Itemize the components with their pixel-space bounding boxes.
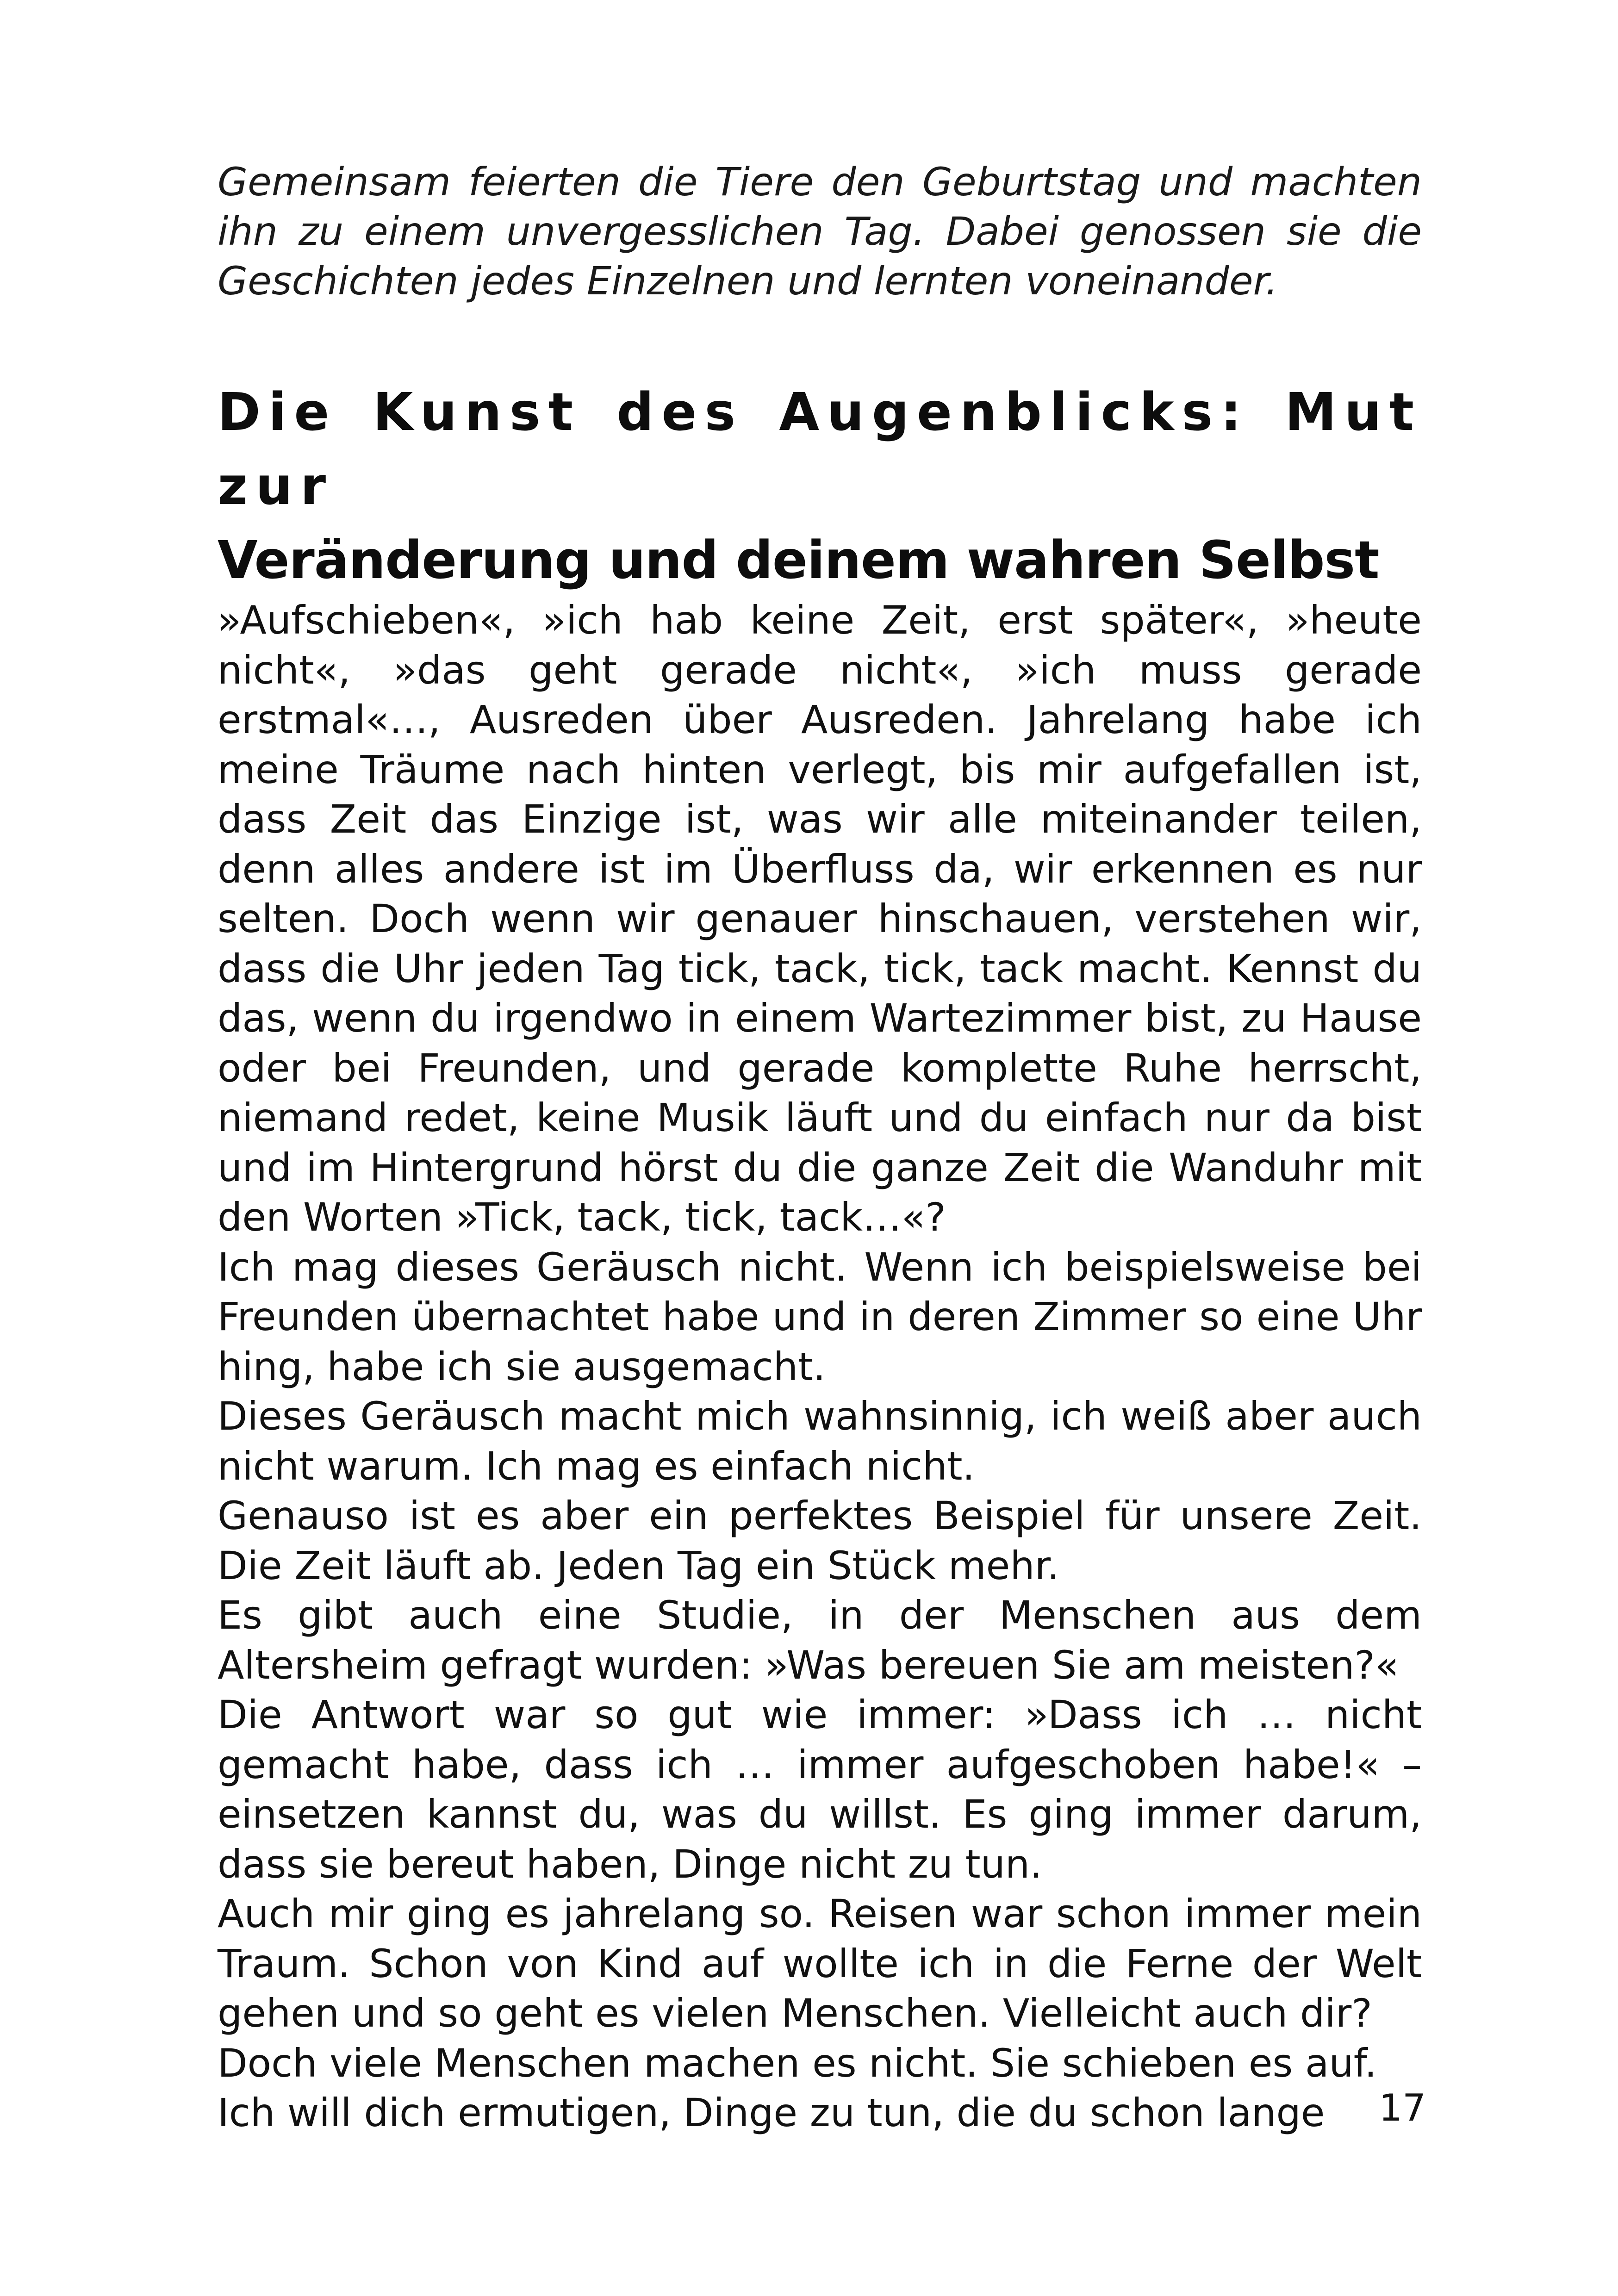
body-paragraph: Es gibt auch eine Studie, in der Menschen aus dem Altersheim gefragt wurden: »Was bereuen Sie am meisten?« — [218, 1593, 1422, 1688]
body-text — [218, 596, 1422, 2138]
chapter-title-line-2: Veränderung und deinem wahren Selbst — [218, 530, 1379, 591]
page-number: 17 — [1379, 2086, 1426, 2129]
chapter-title-line-1: Die Kunst des Augenblicks: Mut zur — [218, 382, 1422, 516]
body-paragraph: Genauso ist es aber ein perfektes Beispiel für unsere Zeit. Die Zeit läuft ab. Jeden Tag ein Stück mehr. — [218, 1493, 1422, 1588]
body-paragraph: Die Antwort war so gut wie immer: »Dass ich … nicht gemacht habe, dass ich … immer aufgeschoben habe!« – einsetzen kannst du, was du willst. Es ging immer darum, dass sie bereut haben, Dinge nicht zu tun. — [218, 1692, 1422, 1887]
body-paragraph: Dieses Geräusch macht mich wahnsinnig, ich weiß aber auch nicht warum. Ich mag es einfach nicht. — [218, 1394, 1422, 1489]
body-paragraph: Ich will dich ermutigen, Dinge zu tun, die du schon lange — [218, 2090, 1325, 2135]
chapter-heading — [218, 375, 1422, 597]
body-paragraph: Ich mag dieses Geräusch nicht. Wenn ich beispielsweise bei Freunden übernachtet habe und in deren Zimmer so eine Uhr hing, habe ich sie ausgemacht. — [218, 1244, 1422, 1389]
intro-paragraph: Gemeinsam feierten die Tiere den Geburtstag und machten ihn zu einem unvergesslichen Tag. Dabei genossen sie die Geschichten jedes Einzelnen und lernten voneinander. — [218, 159, 1422, 304]
body-paragraph: Doch viele Menschen machen es nicht. Sie schieben es auf. — [218, 2040, 1377, 2086]
text-column — [218, 157, 1422, 2138]
body-paragraph: »Aufschieben«, »ich hab keine Zeit, erst später«, »heute nicht«, »das geht gerade nicht«, »ich muss gerade erstmal«…, Ausreden über Ausreden. Jahrelang habe ich meine Träume nach hinten verlegt, bis mir aufgefallen ist, dass Zeit das Einzige ist, was wir alle miteinander teilen, denn alles andere ist im Überfluss da, wir erkennen es nur selten. Doch wenn wir genauer hinschauen, verstehen wir, dass die Uhr jeden Tag tick, tack, tick, tack macht. Kennst du das, wenn du irgendwo in einem Wartezimmer bist, zu Hause oder bei Freunden, und gerade komplette Ruhe herrscht, niemand redet, keine Musik läuft und du einfach nur da bist und im Hintergrund hörst du die ganze Zeit die Wanduhr mit den Worten »Tick, tack, tick, tack…«? — [218, 597, 1422, 1240]
body-paragraph: Auch mir ging es jahrelang so. Reisen war schon immer mein Traum. Schon von Kind auf wollte ich in die Ferne der Welt gehen und so geht es vielen Menschen. Vielleicht auch dir? — [218, 1891, 1422, 2036]
